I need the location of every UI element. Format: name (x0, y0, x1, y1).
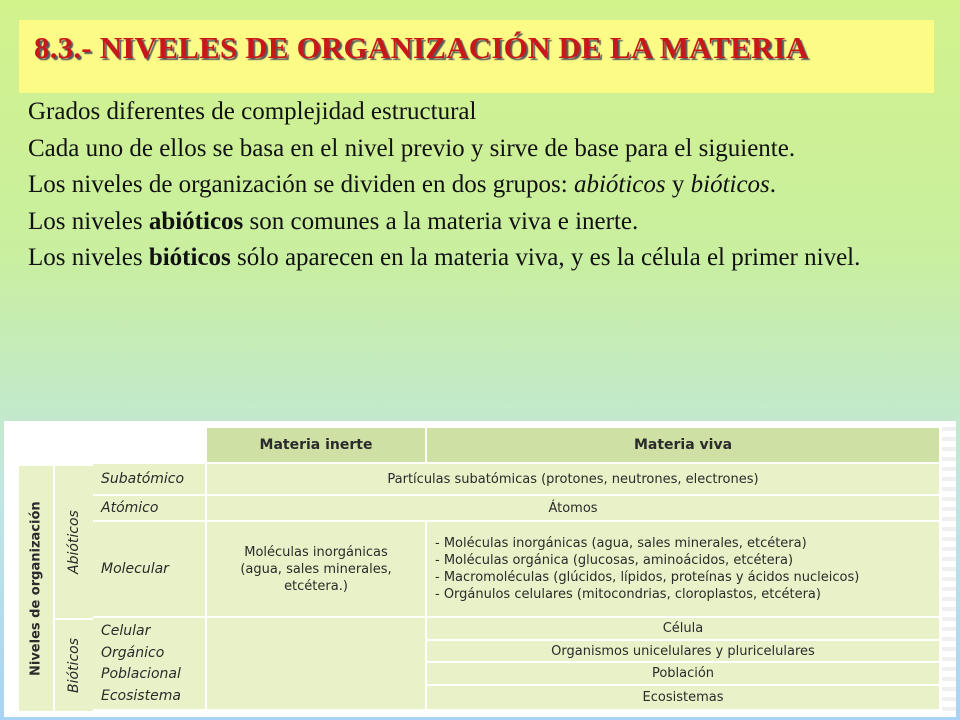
level-organico: Orgánico (101, 644, 165, 661)
paragraph-1: Grados diferentes de complejidad estructural (28, 98, 477, 125)
biotic-level-names (93, 618, 207, 711)
level-celular: Celular (101, 622, 151, 639)
group-label-niveles: Niveles de organización (17, 464, 53, 711)
torn-edge (942, 421, 956, 717)
value-atomico: Átomos (207, 496, 941, 522)
level-subatomico: Subatómico (93, 464, 207, 496)
paragraph-2: Cada uno de ellos se basa en el nivel previo y sirve de base para el siguiente. (28, 134, 796, 162)
paragraph-3-end: . (769, 171, 777, 198)
value-celula: Célula (427, 618, 941, 641)
abiotic-label: Abióticos (53, 464, 93, 618)
molecular-living-line: - Moléculas orgánica (glucosas, aminoácidos, etcétera) (435, 553, 794, 568)
level-atomico: Atómico (93, 496, 207, 522)
paragraph-3-text: Los niveles de organización se dividen en dos grupos: (28, 171, 574, 198)
header-blank (17, 428, 207, 464)
paragraph-3-text-2: y (665, 171, 691, 198)
value-subatomico: Partículas subatómicas (protones, neutrones, electrones) (207, 464, 941, 496)
molecular-living-line: - Moléculas inorgánicas (agua, sales minerales, etcétera) (435, 536, 807, 551)
slide-title: 8.3.- NIVELES DE ORGANIZACIÓN DE LA MATERIA (34, 30, 809, 65)
paragraph-5-text: Los niveles (28, 244, 149, 271)
abioticos-bold: abióticos (148, 207, 244, 235)
bioticos-italic: bióticos (690, 171, 770, 198)
value-molecular-living (427, 522, 941, 618)
bioticos-bold: bióticos (148, 244, 231, 271)
value-poblacion: Población (427, 663, 941, 686)
slide-body (28, 94, 933, 277)
paragraph-4-text: Los niveles (28, 207, 149, 235)
level-poblacional: Poblacional (101, 666, 181, 683)
paragraph-3 (28, 167, 933, 204)
biotic-inert-empty (207, 618, 427, 711)
paragraph-5-text-2: sólo aparecen en la materia viva, y es la célula el primer nivel. (230, 244, 861, 271)
abioticos-italic: abióticos (573, 171, 666, 198)
paragraph-4-text-2: son comunes a la materia viva e inerte. (243, 207, 639, 235)
paragraph-4 (28, 204, 933, 241)
table-grid (17, 428, 949, 711)
organization-levels-table (4, 421, 956, 717)
level-ecosistema: Ecosistema (101, 688, 181, 705)
header-materia-inerte: Materia inerte (207, 428, 427, 464)
value-organismos: Organismos unicelulares y pluricelulares (427, 641, 941, 663)
molecular-living-line: - Orgánulos celulares (mitocondrias, cloroplastos, etcétera) (435, 587, 821, 602)
molecular-living-line: - Macromoléculas (glúcidos, lípidos, proteínas y ácidos nucleicos) (435, 570, 860, 585)
paragraph-5 (28, 240, 933, 277)
header-materia-viva: Materia viva (427, 428, 941, 464)
value-molecular-inert: Moléculas inorgánicas (agua, sales minerales, etcétera.) (207, 522, 427, 618)
value-ecosistemas: Ecosistemas (427, 686, 941, 711)
level-molecular: Molecular (93, 522, 207, 618)
biotic-label: Bióticos (53, 618, 93, 711)
